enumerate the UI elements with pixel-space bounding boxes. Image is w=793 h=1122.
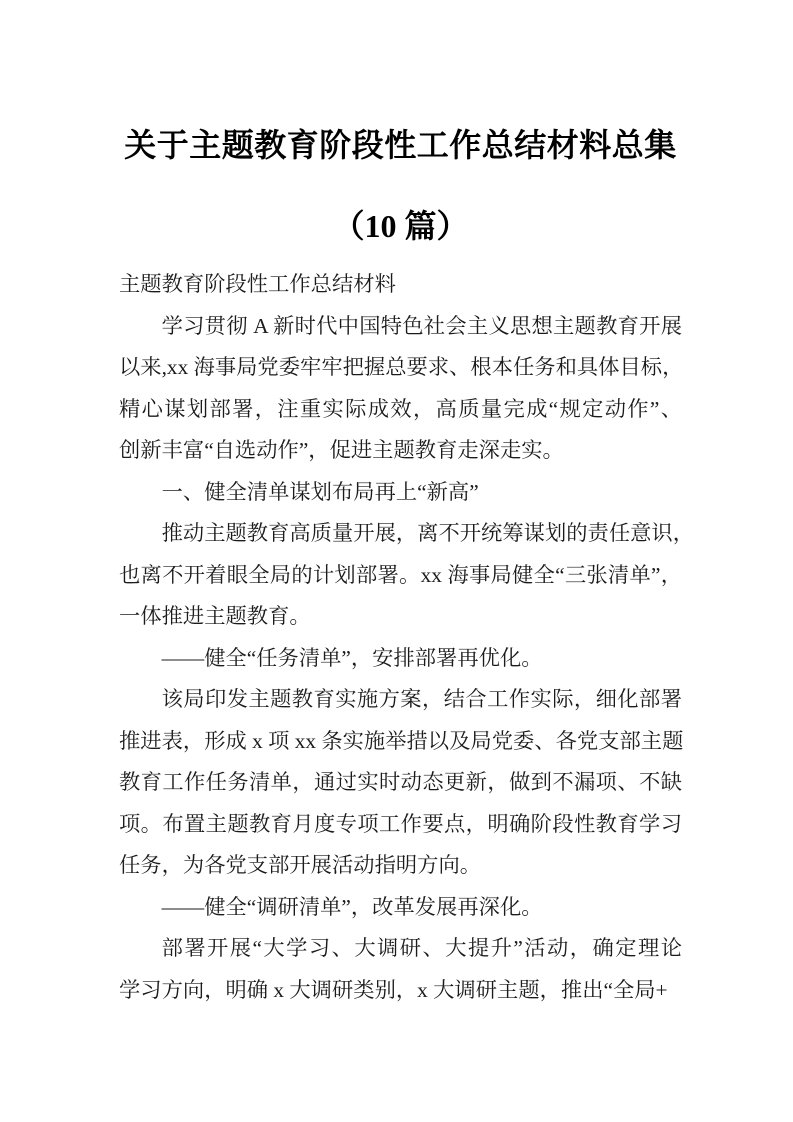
paragraph — [119, 887, 682, 929]
body-line: 以来,xx 海事局党委牢牢把握总要求、根本任务和具体目标， — [119, 355, 684, 379]
body-line: 一体推进主题教育。 — [119, 604, 311, 628]
body-line: 也离不开着眼全局的计划部署。xx 海事局健全“三张清单”， — [119, 562, 682, 587]
body-line: 教育工作任务清单，通过实时动态更新，做到不漏项、不缺 — [119, 770, 682, 794]
paragraph — [119, 679, 682, 887]
paragraph — [119, 472, 682, 514]
paragraph — [119, 638, 682, 680]
body-line: 学习方向，明确 x 大调研类别，x 大调研主题，推出“全局+ — [119, 977, 668, 1002]
body-line: 创新丰富“自选动作”，促进主题教育走深走实。 — [119, 438, 564, 462]
body-line: 主题教育阶段性工作总结材料 — [119, 272, 396, 296]
document-subtitle: （10 篇） — [332, 208, 469, 244]
body-line: 一、健全清单谋划布局再上“新高” — [161, 479, 479, 504]
document-body — [119, 264, 695, 1011]
body-line: 精心谋划部署，注重实际成效，高质量完成“规定动作”、 — [119, 396, 682, 421]
body-line: 推动主题教育高质量开展，离不开统筹谋划的责任意识， — [161, 521, 695, 545]
document-title: 关于主题教育阶段性工作总结材料总集 — [124, 127, 677, 163]
body-line: 学习贯彻 A 新时代中国特色社会主义思想主题教育开展 — [161, 313, 682, 338]
body-line: 部署开展“大学习、大调研、大提升”活动，确定理论 — [161, 936, 682, 960]
paragraph — [119, 928, 682, 1011]
body-line: ——健全“调研清单”，改革发展再深化。 — [161, 894, 543, 919]
paragraph — [119, 306, 682, 472]
body-line: ——健全“任务清单”，安排部署再优化。 — [161, 645, 543, 670]
body-line: 项。布置主题教育月度专项工作要点，明确阶段性教育学习 — [119, 811, 682, 836]
body-line: 该局印发主题教育实施方案，结合工作实际，细化部署 — [161, 687, 682, 711]
body-line: 推进表，形成 x 项 xx 条实施举措以及局党委、各党支部主题 — [119, 728, 684, 753]
paragraph — [119, 264, 682, 306]
body-line: 任务，为各党支部开展活动指明方向。 — [119, 853, 482, 877]
paragraph — [119, 513, 695, 638]
